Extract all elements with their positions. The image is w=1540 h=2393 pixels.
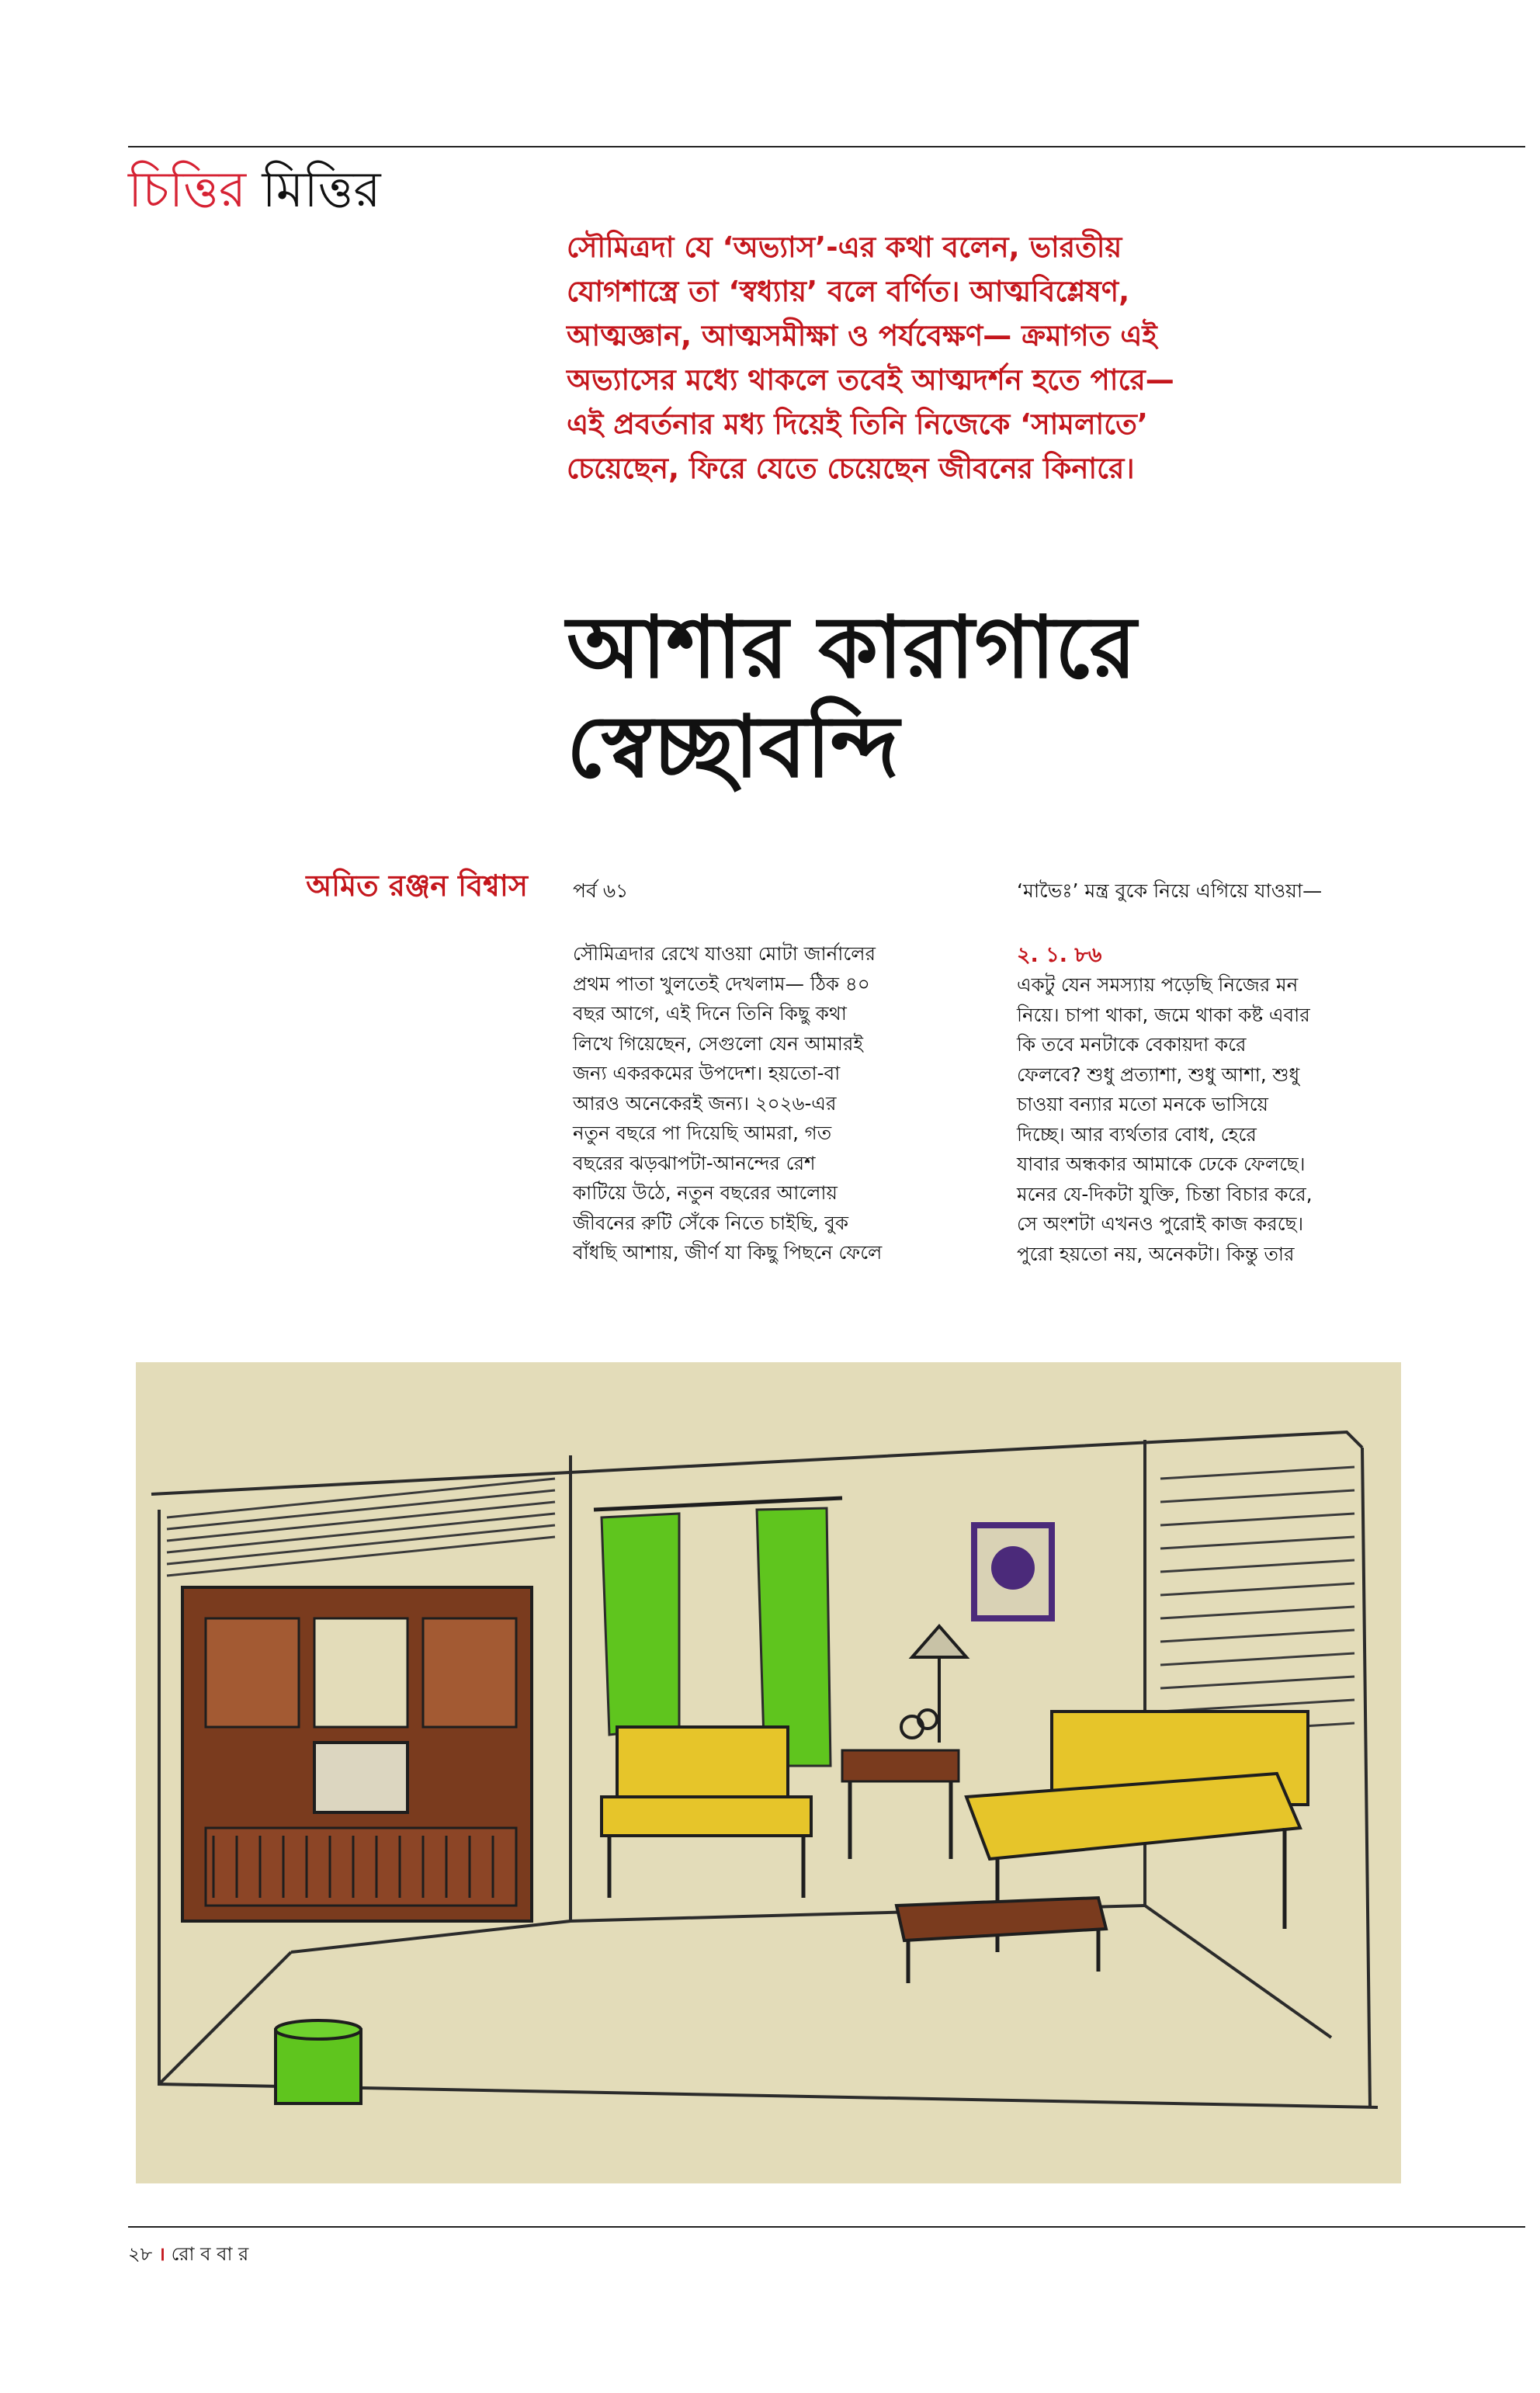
standfirst-line: চেয়েছেন, ফিরে যেতে চেয়েছেন জীবনের কিনারে। — [567, 452, 1135, 485]
episode-label: পর্ব ৬১ — [573, 879, 629, 902]
body-line: যাবার অন্ধকার আমাকে ঢেকে ফেলছে। — [1017, 1153, 1306, 1175]
section-title-word-2: মিত্তির — [262, 161, 381, 219]
room-sketch-illustration — [136, 1362, 1401, 2183]
headline-line-1: আশার কারাগারে — [567, 598, 1137, 697]
footer-separator: । — [158, 2243, 165, 2265]
standfirst-line: যোগশাস্ত্রে তা ‘স্বধ্যায়’ বলে বর্ণিত। আত্মবিশ্লেষণ, — [567, 275, 1130, 308]
body-column-right — [1017, 941, 1452, 1269]
body-line: বছর আগে, এই দিনে তিনি কিছু কথা — [573, 1002, 847, 1025]
body-line: নিয়ে। চাপা থাকা, জমে থাকা কষ্ট এবার — [1017, 1003, 1310, 1026]
headline-line-2: স্বেচ্ছাবন্দি — [567, 697, 900, 796]
body-line: চাওয়া বন্যার মতো মনকে ভাসিয়ে — [1017, 1093, 1268, 1115]
standfirst-line: আত্মজ্ঞান, আত্মসমীক্ষা ও পর্যবেক্ষণ— ক্রমাগত এই — [567, 319, 1157, 352]
body-line: ফেলবে? শুধু প্রত্যাশা, শুধু আশা, শুধু — [1017, 1063, 1300, 1086]
body-line: প্রথম পাতা খুলতেই দেখলাম— ঠিক ৪০ — [573, 972, 870, 995]
page-number: ২৮ — [128, 2243, 153, 2265]
standfirst-line: অভ্যাসের মধ্যে থাকলে তবেই আত্মদর্শন হতে পারে— — [567, 363, 1174, 397]
body-line: জন্য একরকমের উপদেশ। হয়তো-বা — [573, 1062, 841, 1084]
mantra-line: ‘মাভৈঃ’ মন্ত্র বুকে নিয়ে এগিয়ে যাওয়া— — [1017, 879, 1323, 902]
magazine-name: রো ব বা র — [171, 2243, 249, 2265]
body-line: বাঁধছি আশায়, জীর্ণ যা কিছু পিছনে ফেলে — [573, 1241, 883, 1264]
body-column-left — [573, 939, 1008, 1268]
body-line: সৌমিত্রদার রেখে যাওয়া মোটা জার্নালের — [573, 942, 876, 965]
section-title-word-1: চিত্তির — [128, 161, 247, 219]
room-sketch-svg — [136, 1362, 1401, 2183]
standfirst-line: এই প্রবর্তনার মধ্য দিয়েই তিনি নিজেকে ‘সামলাতে’ — [567, 408, 1148, 441]
bookshelf — [182, 1587, 532, 1921]
body-line: দিচ্ছে। আর ব্যর্থতার বোধ, হেরে — [1017, 1122, 1257, 1146]
body-line: লিখে গিয়েছেন, সেগুলো যেন আমারই — [573, 1032, 864, 1055]
body-line: মনের যে-দিকটা যুক্তি, চিন্তা বিচার করে, — [1017, 1182, 1313, 1205]
waste-bin — [276, 2020, 361, 2103]
section-title — [128, 152, 381, 235]
wall-picture — [974, 1525, 1052, 1618]
body-line: আরও অনেকেরই জন্য। ২০২৬-এর — [573, 1091, 837, 1115]
bottom-rule — [128, 2226, 1525, 2228]
standfirst — [567, 225, 1420, 491]
body-line: কি তবে মনটাকে বেকায়দা করে — [1017, 1033, 1247, 1056]
body-line: বছরের ঝড়ঝাপটা-আনন্দের রেশ — [573, 1151, 816, 1174]
author-byline: অমিত রঞ্জন বিশ্বাস — [306, 869, 528, 903]
page-footer — [128, 2240, 248, 2271]
headline — [567, 598, 1498, 796]
body-line: কাটিয়ে উঠে, নতুন বছরের আলোয় — [573, 1181, 838, 1204]
standfirst-line: সৌমিত্রদা যে ‘অভ্যাস’-এর কথা বলেন, ভারতীয় — [567, 231, 1122, 264]
top-rule — [128, 146, 1525, 147]
body-line: সে অংশটা এখনও পুরোই কাজ করছে। — [1017, 1212, 1304, 1235]
journal-date: ২. ১. ৮৬ — [1017, 943, 1102, 967]
body-line: পুরো হয়তো নয়, অনেকটা। কিন্তু তার — [1017, 1242, 1295, 1265]
body-line: জীবনের রুটি সেঁকে নিতে চাইছি, বুক — [573, 1211, 849, 1234]
body-line: নতুন বছরে পা দিয়েছি আমরা, গত — [573, 1122, 832, 1144]
body-line: একটু যেন সমস্যায় পড়েছি নিজের মন — [1017, 973, 1299, 996]
